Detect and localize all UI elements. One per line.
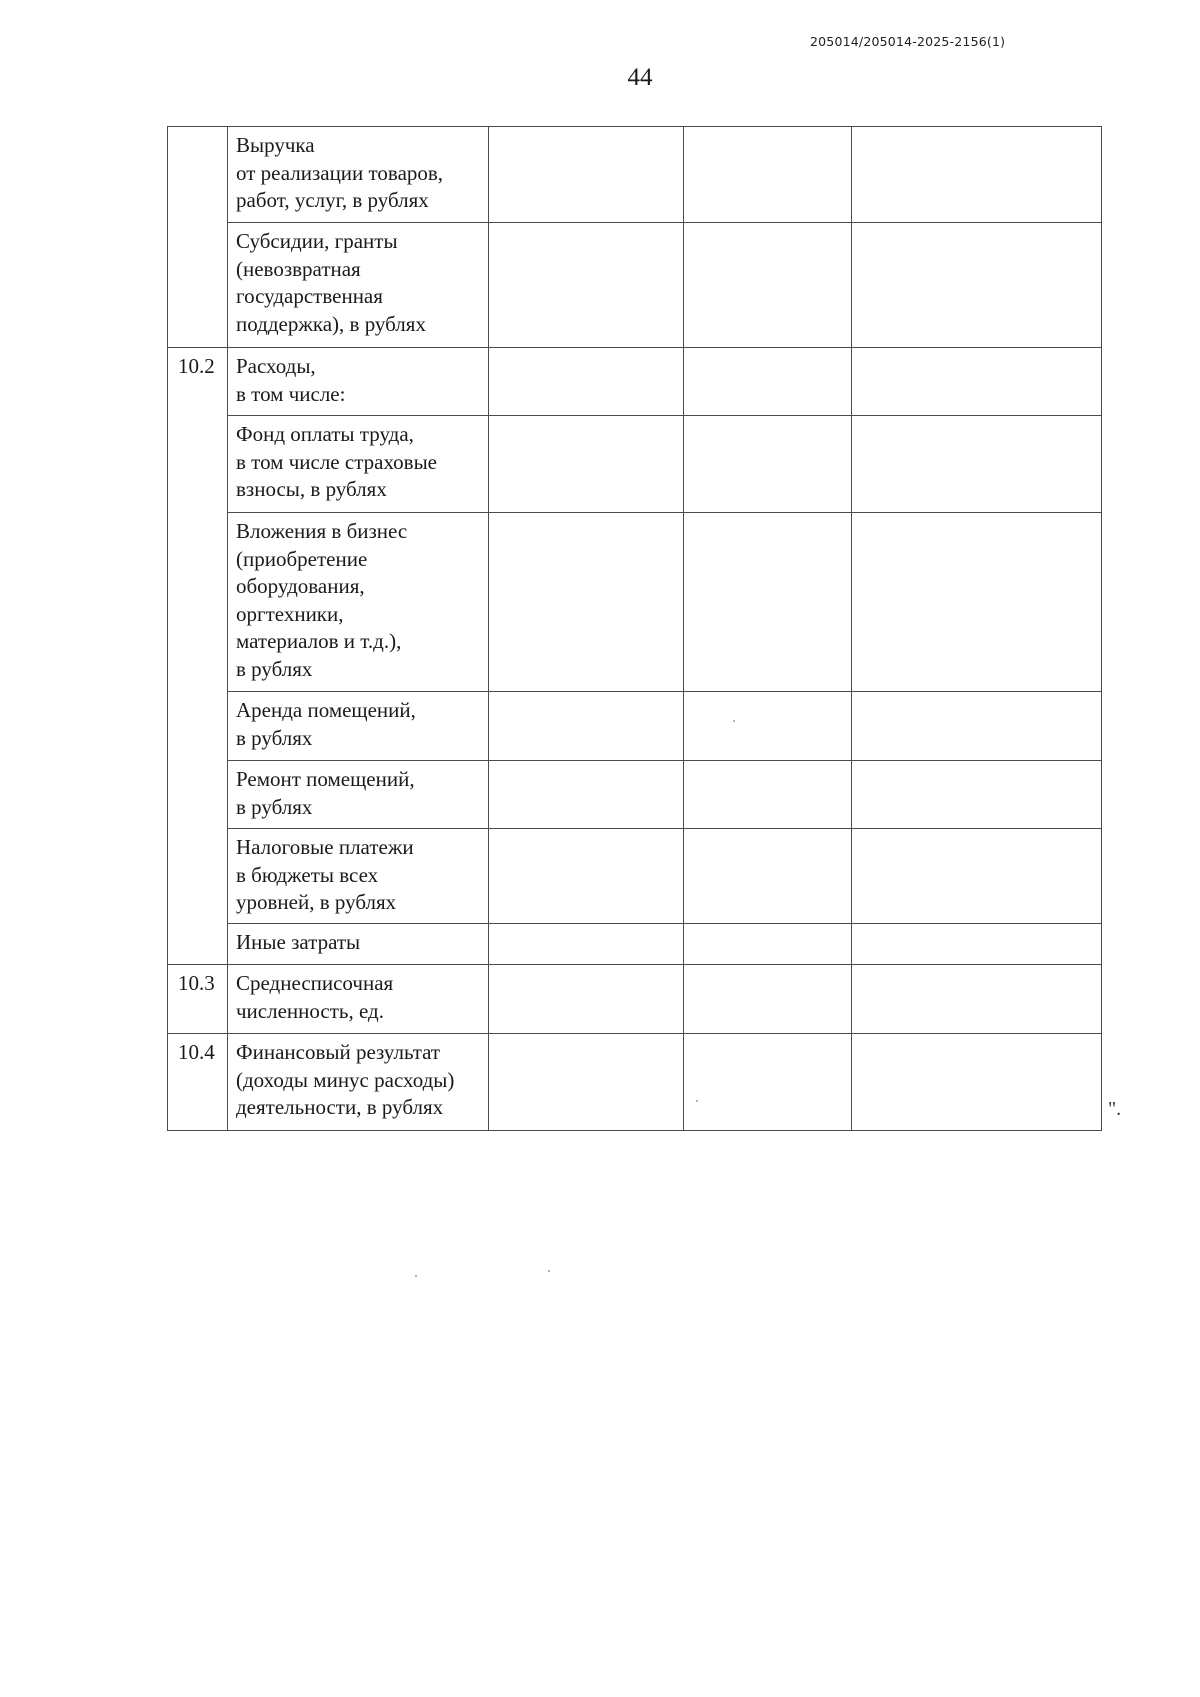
value-cell-1[interactable]	[489, 965, 684, 1034]
row-number: 10.2	[168, 348, 228, 965]
value-cell-3[interactable]	[852, 965, 1102, 1034]
row-label: Субсидии, гранты (невозвратная государственная поддержка), в рублях	[228, 223, 489, 348]
row-label: Расходы, в том числе:	[228, 348, 489, 416]
row-label: Фонд оплаты труда, в том числе страховые взносы, в рублях	[228, 416, 489, 513]
value-cell-2[interactable]	[684, 1034, 852, 1131]
value-cell-2[interactable]	[684, 829, 852, 924]
row-label: Выручка от реализации товаров, работ, услуг, в рублях	[228, 127, 489, 223]
table-row-payroll	[168, 416, 1102, 513]
value-cell-3[interactable]	[852, 761, 1102, 829]
value-cell-3[interactable]	[852, 829, 1102, 924]
table-row-headcount	[168, 965, 1102, 1034]
financial-indicators-table	[167, 126, 1102, 1131]
row-number: 10.4	[168, 1034, 228, 1131]
table-row-repair	[168, 761, 1102, 829]
scan-speck	[733, 720, 735, 722]
row-label: Среднесписочная численность, ед.	[228, 965, 489, 1034]
value-cell-1[interactable]	[489, 829, 684, 924]
value-cell-3[interactable]	[852, 692, 1102, 761]
table-row-taxes	[168, 829, 1102, 924]
row-label: Ремонт помещений, в рублях	[228, 761, 489, 829]
scan-speck	[415, 1275, 417, 1277]
value-cell-1[interactable]	[489, 761, 684, 829]
value-cell-1[interactable]	[489, 513, 684, 692]
table-row-subsidies	[168, 223, 1102, 348]
row-label: Аренда помещений, в рублях	[228, 692, 489, 761]
document-id: 205014/205014-2025-2156(1)	[810, 34, 1006, 49]
value-cell-3[interactable]	[852, 348, 1102, 416]
value-cell-1[interactable]	[489, 416, 684, 513]
table-row-financial-result	[168, 1034, 1102, 1131]
value-cell-1[interactable]	[489, 127, 684, 223]
value-cell-2[interactable]	[684, 924, 852, 965]
value-cell-1[interactable]	[489, 692, 684, 761]
table-row-revenue	[168, 127, 1102, 223]
value-cell-1[interactable]	[489, 348, 684, 416]
value-cell-2[interactable]	[684, 127, 852, 223]
value-cell-2[interactable]	[684, 761, 852, 829]
value-cell-3[interactable]	[852, 1034, 1102, 1131]
page-number: 44	[627, 64, 653, 91]
value-cell-3[interactable]	[852, 924, 1102, 965]
value-cell-1[interactable]	[489, 1034, 684, 1131]
value-cell-3[interactable]	[852, 416, 1102, 513]
row-label: Иные затраты	[228, 924, 489, 965]
scan-speck	[548, 1270, 550, 1272]
table-row-investments	[168, 513, 1102, 692]
scan-speck	[696, 1100, 698, 1102]
value-cell-2[interactable]	[684, 416, 852, 513]
row-number: 10.3	[168, 965, 228, 1034]
table-row-expenses	[168, 348, 1102, 416]
table-row-rent	[168, 692, 1102, 761]
row-label: Финансовый результат (доходы минус расходы) деятельности, в рублях	[228, 1034, 489, 1131]
row-number	[168, 127, 228, 348]
row-label: Налоговые платежи в бюджеты всех уровней, в рублях	[228, 829, 489, 924]
table-row-other-costs	[168, 924, 1102, 965]
value-cell-2[interactable]	[684, 692, 852, 761]
value-cell-2[interactable]	[684, 965, 852, 1034]
value-cell-3[interactable]	[852, 127, 1102, 223]
value-cell-2[interactable]	[684, 348, 852, 416]
value-cell-3[interactable]	[852, 223, 1102, 348]
value-cell-2[interactable]	[684, 513, 852, 692]
value-cell-1[interactable]	[489, 223, 684, 348]
row-label: Вложения в бизнес (приобретение оборудования, оргтехники, материалов и т.д.), в рублях	[228, 513, 489, 692]
value-cell-1[interactable]	[489, 924, 684, 965]
closing-quote-mark: ".	[1108, 1098, 1122, 1120]
value-cell-2[interactable]	[684, 223, 852, 348]
value-cell-3[interactable]	[852, 513, 1102, 692]
